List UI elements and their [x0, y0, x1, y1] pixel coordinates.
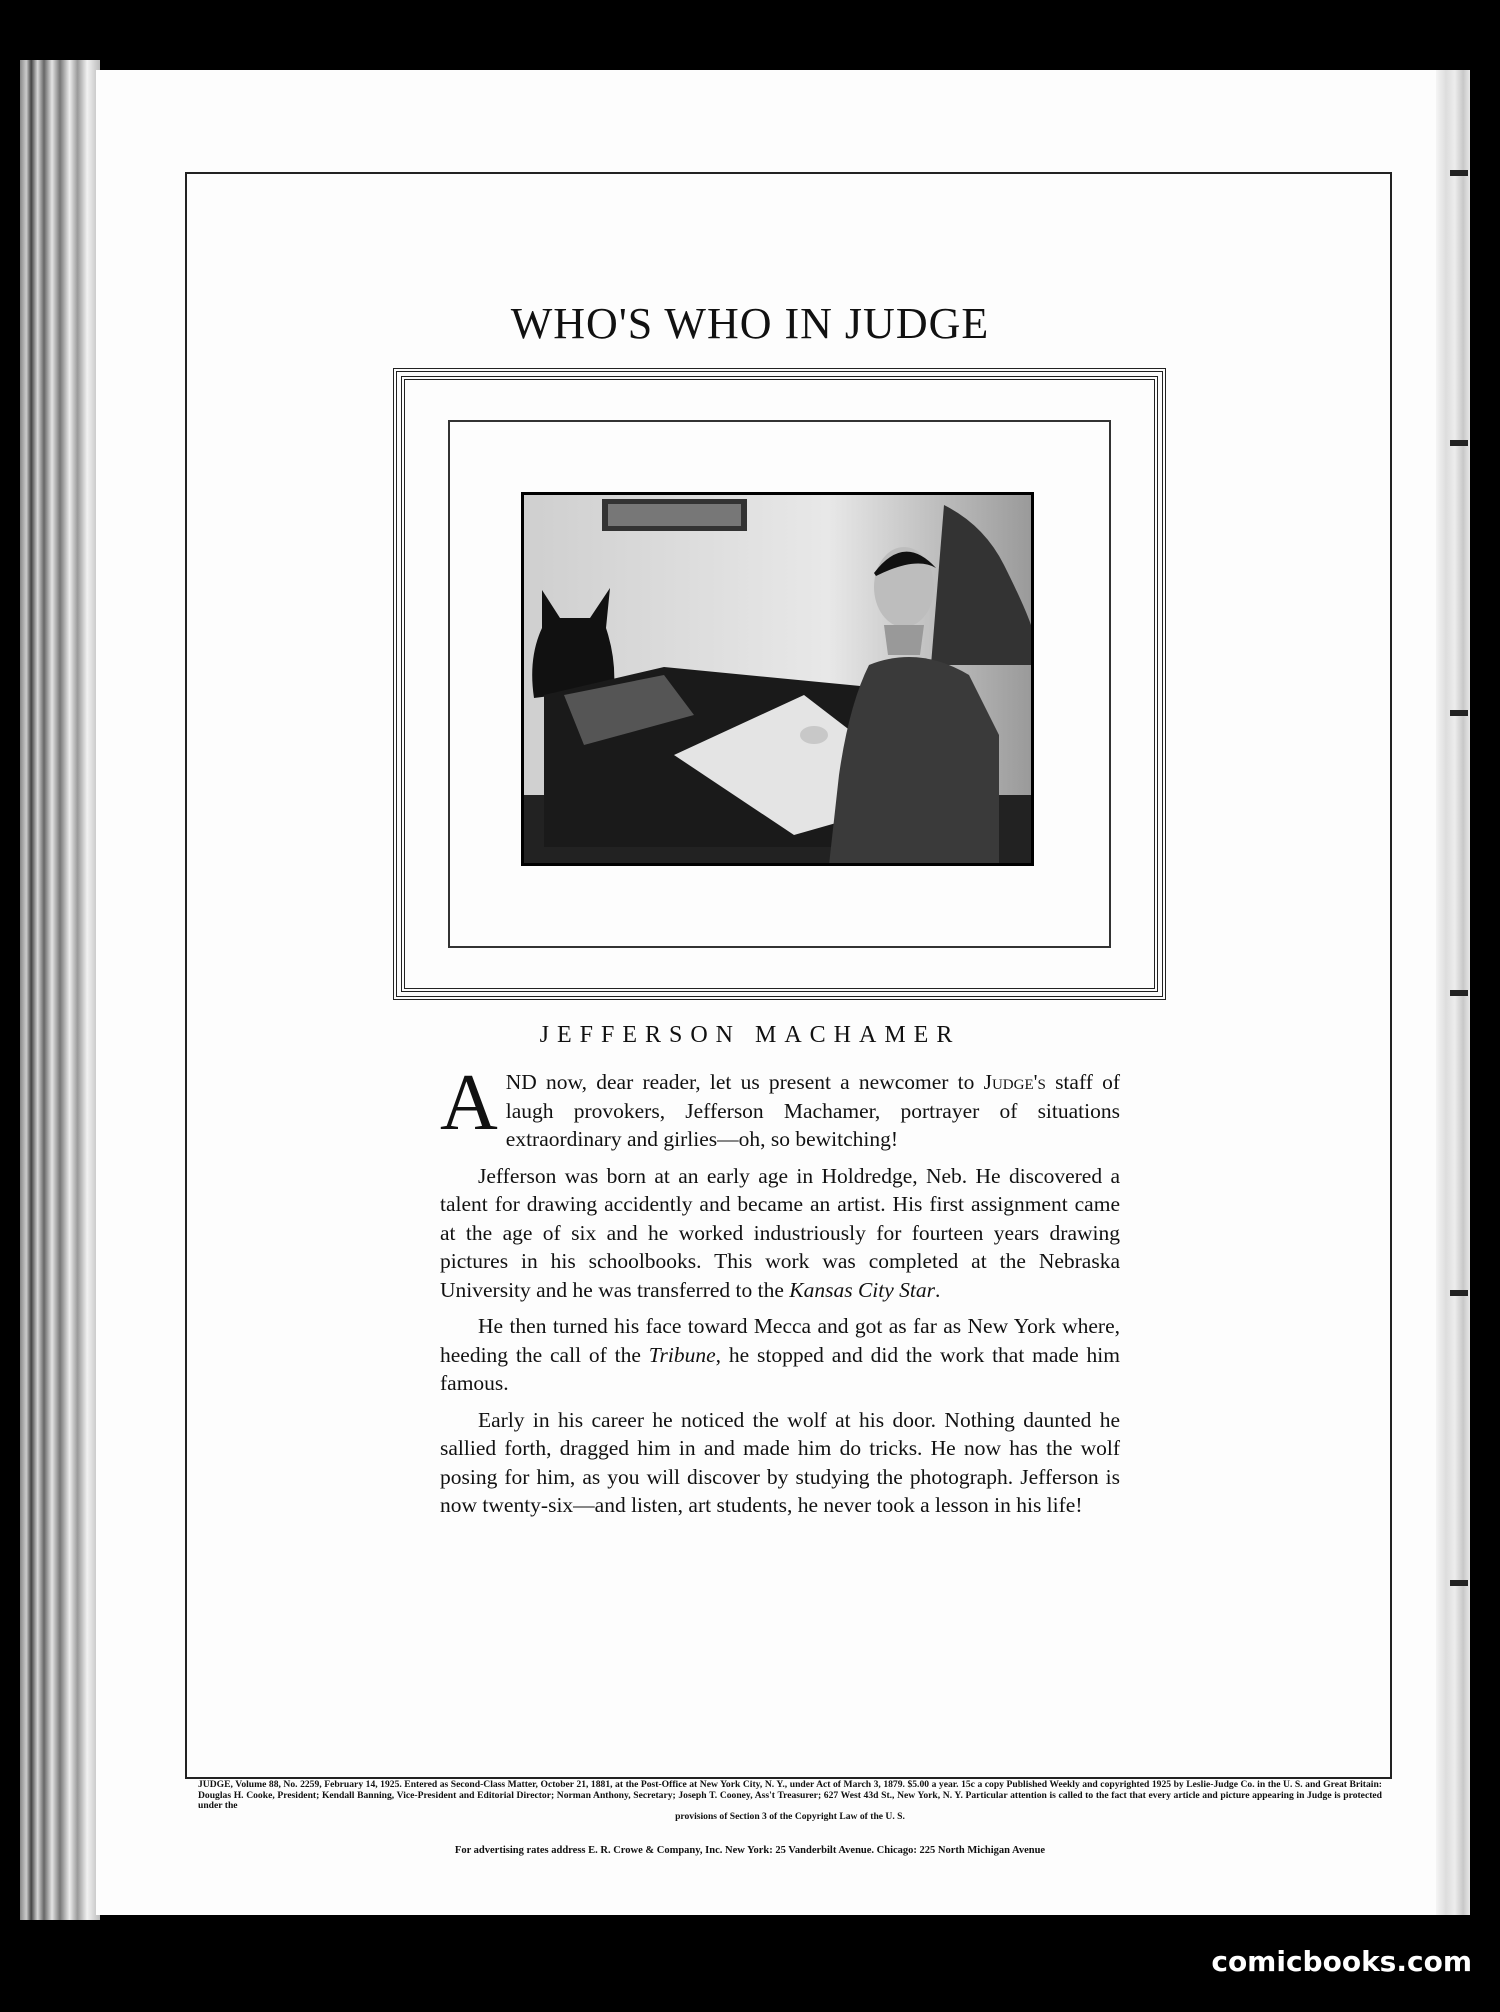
text-run: He then turned his face toward Mecca and got as far as New York where, heeding the call of the: [440, 1314, 1120, 1367]
page-edge-mark: [1450, 170, 1468, 176]
article-paragraph: [440, 1312, 1120, 1398]
publication-name: Kansas City Star: [789, 1277, 936, 1302]
page-edge-mark: [1450, 440, 1468, 446]
advertising-note: For advertising rates address E. R. Crowe & Company, Inc. New York: 25 Vanderbilt Avenue. Chicago: 225 North Michigan Avenue: [454, 1845, 1046, 1856]
text-run: Jefferson was born at an early age in Holdredge, Neb. He discovered a talent for drawing accidently and became an artist. His first assignment came at the age of six and he worked industriously for fourteen years drawing pictures in his schoolbooks. This work was completed at the Nebraska University and he was transferred to the: [440, 1163, 1120, 1302]
publication-name: Tribune: [648, 1342, 716, 1367]
colophon-end: provisions of Section 3 of the Copyright Law of the U. S.: [675, 1810, 905, 1822]
text-run: , he stopped and did the work that made him famous.: [440, 1342, 1120, 1395]
page-edge-mark: [1450, 710, 1468, 716]
article-paragraph: [440, 1162, 1120, 1305]
page-edge-mark: [1450, 1580, 1468, 1586]
colophon: [198, 1780, 1382, 1822]
article-paragraph: [440, 1406, 1120, 1520]
photograph-icon: [521, 492, 1034, 866]
colophon-text: JUDGE, Volume 88, No. 2259, February 14, 1925. Entered as Second-Class Matter, October 21, 1881, at the Post-Office at New York City, N. Y., under Act of March 3, 1879. $5.00 a year. 15c a copy Published Weekly and copyrighted 1925 by Leslie-Judge Co. in the U. S. and Great Britain: Douglas H. Cooke, President; Kendall Banning, Vice-President and Editorial Director; Norman Anthony, Secretary; Joseph T. Cooney, Ass't Treasurer; 627 West 43d St., New York, N. Y. Particular attention is called to the fact that every article and picture appearing in Judge is protected under the: [198, 1779, 1382, 1811]
drop-cap: A: [440, 1059, 498, 1147]
article-body: [440, 1059, 1120, 1528]
judge-name: Judge's: [983, 1070, 1046, 1094]
page-edge-mark: [1450, 990, 1468, 996]
artist-photo: [524, 495, 1031, 863]
subject-name: JEFFERSON MACHAMER: [539, 1022, 961, 1048]
text-run: ND now, dear reader, let us present a newcomer to: [505, 1070, 984, 1094]
text-run: Early in his career he noticed the wolf at his door. Nothing daunted he sallied forth, dragged him in and made him do tricks. He now has the wolf posing for him, as you will discover by studying the photograph. Jefferson is now twenty-six—and listen, art students, he never took a lesson in his life!: [440, 1407, 1120, 1517]
article-paragraph: [440, 1059, 1120, 1154]
page-edge-mark: [1450, 1290, 1468, 1296]
text-run: staff of laugh provokers, Jefferson Machamer, portrayer of situations extraordinary and girlies—oh, so bewitching!: [505, 1070, 1120, 1151]
page-title: WHO'S WHO IN JUDGE: [510, 299, 990, 348]
site-watermark: comicbooks.com: [1211, 1945, 1472, 1978]
text-run: .: [935, 1277, 941, 1302]
